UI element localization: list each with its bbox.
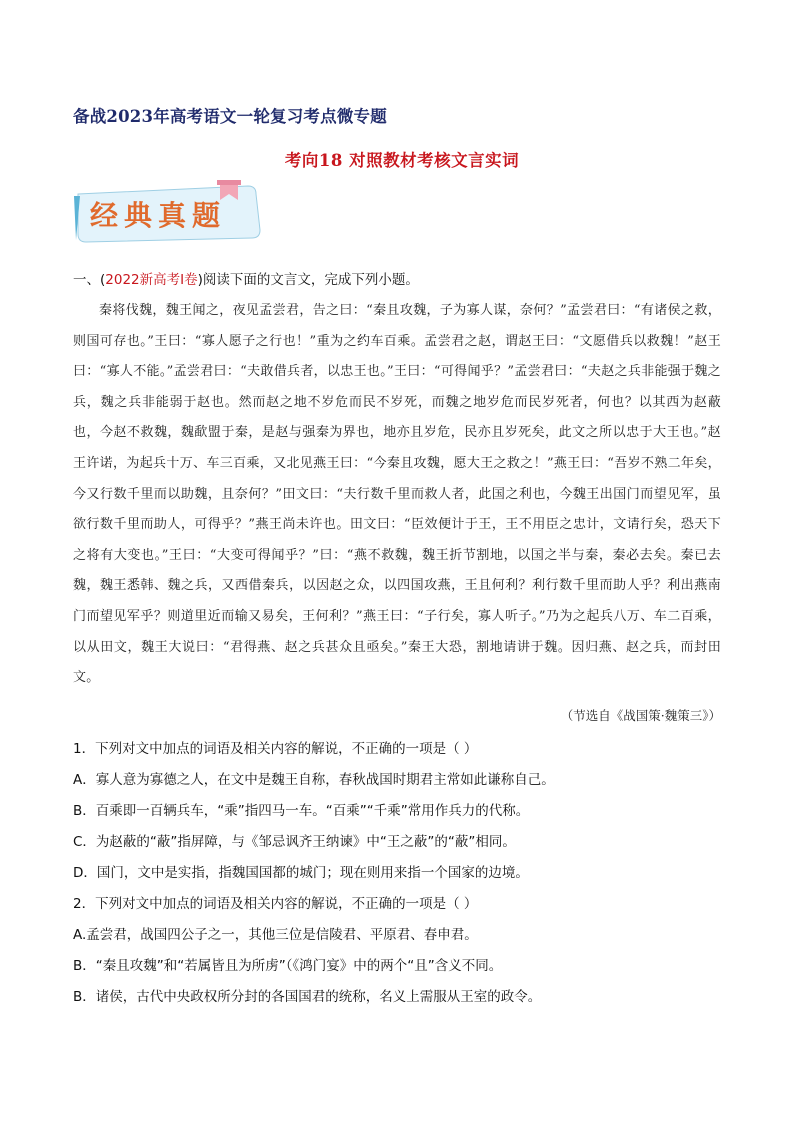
intro-suffix: )阅读下面的文言文，完成下列小题。 [197, 272, 419, 288]
question-2-option-b: B．“秦且攻魏”和“若属皆且为所虏”（《鸿门宴》中的两个“且”含义不同。 [73, 958, 503, 974]
banner-label: 经典真题 [90, 199, 227, 232]
question-1-option-b: B．百乘即一百辆兵车，“乘”指四马一车。“百乘”“千乘”常用作兵力的代称。 [73, 803, 530, 819]
question-2-stem: 2．下列对文中加点的词语及相关内容的解说，不正确的一项是（ ） [73, 896, 478, 912]
question-1-option-c: C．为赵蔽的“蔽”指屏障，与《邹忌讽齐王纳谏》中“王之蔽”的“蔽”相同。 [73, 834, 516, 850]
question-2-option-a: A.孟尝君，战国四公子之一，其他三位是信陵君、平原君、春申君。 [73, 927, 478, 943]
intro-prefix: 一、( [73, 272, 106, 288]
question-intro [73, 268, 733, 288]
classical-passage: 秦将伐魏，魏王闻之，夜见孟尝君，告之曰：“秦且攻魏，子为寡人谋，奈何？”孟尝君曰：“有诸侯之救，则国可存也。”王曰：“寡人愿子之行也！”重为之约车百乘。孟尝君之赵，谓赵王曰：“文愿借兵以救魏！”赵王曰：“寡人不能。”孟尝君曰：“夫敢借兵者，以忠王也。”王曰：“可得闻乎？”孟尝君曰：“夫赵之兵非能强于魏之兵，魏之兵非能弱于赵也。然而赵之地不岁危而民不岁死，而魏之地岁危而民岁死者，何也？以其西为赵蔽也，今赵不救魏，魏歃盟于秦，是赵与强秦为界也，地亦且岁危，民亦且岁死矣，此文之所以忠于大王也。”赵王许诺，为起兵十万、车三百乘，又北见燕王曰：“今秦且攻魏，愿大王之救之！”燕王曰：“吾岁不熟二年矣，今又行数千里而以助魏，且奈何？”田文曰：“夫行数千里而救人者，此国之利也，今魏王出国门而望见军，虽欲行数千里而助人，可得乎？”燕王尚未许也。田文曰：“臣效便计于王，王不用臣之忠计，文请行矣，恐天下之将有大变也。”王曰：“大变可得闻乎？”曰：“燕不救魏，魏王折节割地，以国之半与秦，秦必去矣。秦已去魏，魏王悉韩、魏之兵，又西借秦兵，以因赵之众，以四国攻燕，王且何利？利行数千里而助人乎？利出燕南门而望见军乎？则道里近而输又易矣，王何利？”燕王曰：“子行矣，寡人听子。”乃为之起兵八万、车二百乘，以从田文，魏王大说曰：“君得燕、赵之兵甚众且亟矣。”秦王大恐，割地请讲于魏。因归燕、赵之兵，而封田文。 [73, 303, 721, 686]
section-banner [70, 180, 270, 246]
question-1-stem: 1．下列对文中加点的词语及相关内容的解说，不正确的一项是（ ） [73, 741, 478, 757]
question-2-option-b2: B．诸侯，古代中央政权所分封的各国国君的统称，名义上需服从王室的政令。 [73, 989, 542, 1005]
page-subtitle: 考向18 对照教材考核文言实词 [284, 151, 520, 170]
question-1-option-a: A．寡人意为寡德之人，在文中是魏王自称，春秋战国时期君主常如此谦称自己。 [73, 772, 555, 788]
header-title: 备战2023年高考语文一轮复习考点微专题 [73, 107, 387, 126]
passage-citation: （节选自《战国策·魏策三》） [560, 708, 721, 723]
question-1-option-d: D．国门，文中是实指，指魏国国都的城门；现在则用来指一个国家的边境。 [73, 865, 529, 881]
exam-source: 2022新高考Ⅰ卷 [105, 272, 198, 288]
